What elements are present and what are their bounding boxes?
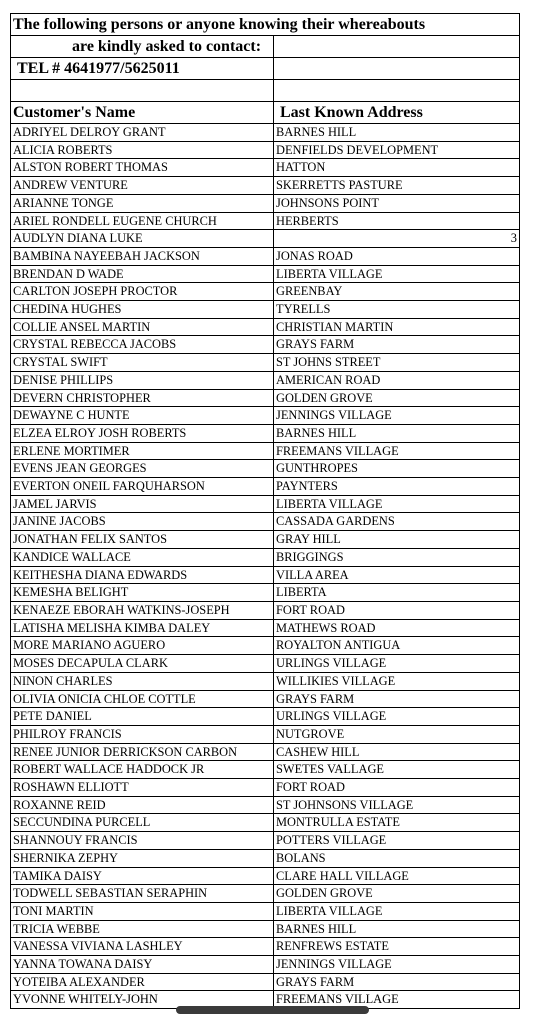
last-known-address-cell: HATTON (274, 159, 520, 177)
customer-name-cell: YANNA TOWANA DAISY (11, 956, 274, 974)
last-known-address-cell: CASSADA GARDENS (274, 513, 520, 531)
customer-name-cell: AUDLYN DIANA LUKE (11, 230, 274, 248)
table-row (11, 265, 520, 283)
customer-name-cell: RENEE JUNIOR DERRICKSON CARBON (11, 743, 274, 761)
customer-name-cell: JAMEL JARVIS (11, 495, 274, 513)
last-known-address-cell: LIBERTA VILLAGE (274, 265, 520, 283)
last-known-address-cell: 3 (274, 230, 520, 248)
last-known-address-cell: GOLDEN GROVE (274, 885, 520, 903)
table-row (11, 902, 520, 920)
customer-name-cell: DEWAYNE C HUNTE (11, 407, 274, 425)
table-row (11, 159, 520, 177)
notice-line-2: are kindly asked to contact: (11, 36, 274, 58)
table-row (11, 973, 520, 991)
last-known-address-cell: JOHNSONS POINT (274, 194, 520, 212)
last-known-address-cell: MATHEWS ROAD (274, 619, 520, 637)
customer-name-cell: MORE MARIANO AGUERO (11, 637, 274, 655)
table-row (11, 336, 520, 354)
last-known-address-cell: BARNES HILL (274, 124, 520, 142)
customer-name-cell: ALICIA ROBERTS (11, 141, 274, 159)
table-row (11, 690, 520, 708)
customer-name-cell: ERLENE MORTIMER (11, 442, 274, 460)
customer-name-cell: DEVERN CHRISTOPHER (11, 389, 274, 407)
last-known-address-cell: CLARE HALL VILLAGE (274, 867, 520, 885)
table-row (11, 389, 520, 407)
table-row (11, 584, 520, 602)
table-row (11, 672, 520, 690)
last-known-address-cell: LIBERTA (274, 584, 520, 602)
last-known-address-cell: ST JOHNS STREET (274, 354, 520, 372)
customer-name-cell: TRICIA WEBBE (11, 920, 274, 938)
table-row (11, 814, 520, 832)
last-known-address-cell: GRAYS FARM (274, 690, 520, 708)
customer-name-cell: EVERTON ONEIL FARQUHARSON (11, 478, 274, 496)
table-row (11, 407, 520, 425)
table-row (11, 318, 520, 336)
header-row-2 (11, 36, 520, 58)
table-row (11, 194, 520, 212)
last-known-address-cell: BOLANS (274, 849, 520, 867)
last-known-address-cell: DENFIELDS DEVELOPMENT (274, 141, 520, 159)
last-known-address-cell: URLINGS VILLAGE (274, 655, 520, 673)
last-known-address-cell: JONAS ROAD (274, 247, 520, 265)
last-known-address-cell: GRAYS FARM (274, 973, 520, 991)
customer-name-cell: ROSHAWN ELLIOTT (11, 779, 274, 797)
last-known-address-cell: JENNINGS VILLAGE (274, 956, 520, 974)
table-row (11, 885, 520, 903)
table-row (11, 566, 520, 584)
customer-name-cell: KEMESHA BELIGHT (11, 584, 274, 602)
last-known-address-cell: FORT ROAD (274, 779, 520, 797)
table-row (11, 920, 520, 938)
last-known-address-cell: GUNTHROPES (274, 460, 520, 478)
last-known-address-cell: AMERICAN ROAD (274, 371, 520, 389)
last-known-address-cell: FREEMANS VILLAGE (274, 442, 520, 460)
customer-name-cell: BAMBINA NAYEEBAH JACKSON (11, 247, 274, 265)
last-known-address-cell: SKERRETTS PASTURE (274, 177, 520, 195)
customer-name-cell: SECCUNDINA PURCELL (11, 814, 274, 832)
customer-name-cell: CARLTON JOSEPH PROCTOR (11, 283, 274, 301)
tel-row (11, 58, 520, 80)
customer-name-cell: SHANNOUY FRANCIS (11, 832, 274, 850)
table-row (11, 141, 520, 159)
table-row (11, 655, 520, 673)
customer-name-cell: ARIANNE TONGE (11, 194, 274, 212)
customer-name-cell: DENISE PHILLIPS (11, 371, 274, 389)
customer-name-cell: OLIVIA ONICIA CHLOE COTTLE (11, 690, 274, 708)
last-known-address-cell: LIBERTA VILLAGE (274, 902, 520, 920)
table-row (11, 531, 520, 549)
table-row (11, 460, 520, 478)
table-row (11, 796, 520, 814)
last-known-address-cell: ST JOHNSONS VILLAGE (274, 796, 520, 814)
table-row (11, 601, 520, 619)
last-known-address-cell: BARNES HILL (274, 920, 520, 938)
table-row (11, 371, 520, 389)
last-known-address-cell: GRAY HILL (274, 531, 520, 549)
customer-name-cell: NINON CHARLES (11, 672, 274, 690)
table-row (11, 478, 520, 496)
customer-name-cell: LATISHA MELISHA KIMBA DALEY (11, 619, 274, 637)
customer-name-cell: ALSTON ROBERT THOMAS (11, 159, 274, 177)
customer-name-cell: MOSES DECAPULA CLARK (11, 655, 274, 673)
last-known-address-cell: HERBERTS (274, 212, 520, 230)
customer-name-cell: VANESSA VIVIANA LASHLEY (11, 938, 274, 956)
table-row (11, 495, 520, 513)
table-row (11, 938, 520, 956)
blank-row (11, 80, 520, 102)
customer-name-cell: JANINE JACOBS (11, 513, 274, 531)
table-row (11, 247, 520, 265)
customer-name-cell: TAMIKA DAISY (11, 867, 274, 885)
table-row (11, 354, 520, 372)
last-known-address-cell: CASHEW HILL (274, 743, 520, 761)
last-known-address-cell: GOLDEN GROVE (274, 389, 520, 407)
customer-name-cell: ROBERT WALLACE HADDOCK JR (11, 761, 274, 779)
customer-name-cell: EVENS JEAN GEORGES (11, 460, 274, 478)
last-known-address-cell: MONTRULLA ESTATE (274, 814, 520, 832)
last-known-address-cell: VILLA AREA (274, 566, 520, 584)
last-known-address-cell: PAYNTERS (274, 478, 520, 496)
table-row (11, 230, 520, 248)
contact-telephone: TEL # 4641977/5625011 (11, 58, 274, 80)
last-known-address-cell: GREENBAY (274, 283, 520, 301)
table-row (11, 424, 520, 442)
horizontal-scrollbar[interactable] (176, 1006, 369, 1014)
last-known-address-cell: GRAYS FARM (274, 336, 520, 354)
blank-cell (11, 80, 274, 102)
customer-name-cell: KENAEZE EBORAH WATKINS-JOSEPH (11, 601, 274, 619)
column-header-row (11, 102, 520, 124)
customer-name-cell: KANDICE WALLACE (11, 548, 274, 566)
column-header-name: Customer's Name (11, 102, 274, 124)
table-row (11, 867, 520, 885)
customer-name-cell: CRYSTAL REBECCA JACOBS (11, 336, 274, 354)
table-row (11, 779, 520, 797)
table-row (11, 832, 520, 850)
customer-name-cell: COLLIE ANSEL MARTIN (11, 318, 274, 336)
customer-name-cell: SHERNIKA ZEPHY (11, 849, 274, 867)
customer-name-cell: JONATHAN FELIX SANTOS (11, 531, 274, 549)
last-known-address-cell: BARNES HILL (274, 424, 520, 442)
table-row (11, 283, 520, 301)
customer-name-cell: TODWELL SEBASTIAN SERAPHIN (11, 885, 274, 903)
blank-cell (274, 80, 520, 102)
column-header-address: Last Known Address (274, 102, 520, 124)
table-row (11, 212, 520, 230)
last-known-address-cell: SWETES VALLAGE (274, 761, 520, 779)
customer-name-cell: YVONNE WHITELY-JOHN (11, 991, 274, 1009)
header-empty-cell (274, 36, 520, 58)
customer-name-cell: ELZEA ELROY JOSH ROBERTS (11, 424, 274, 442)
customer-name-cell: ANDREW VENTURE (11, 177, 274, 195)
notice-line-1: The following persons or anyone knowing their whereabouts (11, 14, 274, 36)
last-known-address-cell: POTTERS VILLAGE (274, 832, 520, 850)
notice-table (10, 13, 520, 1009)
last-known-address-cell: FORT ROAD (274, 601, 520, 619)
table-row (11, 442, 520, 460)
table-row (11, 513, 520, 531)
header-row-1 (11, 14, 520, 36)
table-row (11, 725, 520, 743)
last-known-address-cell: NUTGROVE (274, 725, 520, 743)
table-row (11, 761, 520, 779)
customer-name-cell: CRYSTAL SWIFT (11, 354, 274, 372)
customer-name-cell: PETE DANIEL (11, 708, 274, 726)
last-known-address-cell: CHRISTIAN MARTIN (274, 318, 520, 336)
last-known-address-cell: WILLIKIES VILLAGE (274, 672, 520, 690)
table-row (11, 637, 520, 655)
table-row (11, 548, 520, 566)
table-row (11, 124, 520, 142)
customer-name-cell: KEITHESHA DIANA EDWARDS (11, 566, 274, 584)
table-row (11, 708, 520, 726)
table-row (11, 177, 520, 195)
table-row (11, 743, 520, 761)
last-known-address-cell: TYRELLS (274, 301, 520, 319)
table-row (11, 849, 520, 867)
last-known-address-cell: FREEMANS VILLAGE (274, 991, 520, 1009)
table-row (11, 301, 520, 319)
customer-name-cell: ROXANNE REID (11, 796, 274, 814)
customer-name-cell: BRENDAN D WADE (11, 265, 274, 283)
last-known-address-cell: BRIGGINGS (274, 548, 520, 566)
notice-sheet (10, 13, 519, 1009)
last-known-address-cell: LIBERTA VILLAGE (274, 495, 520, 513)
customer-name-cell: YOTEIBA ALEXANDER (11, 973, 274, 991)
table-row (11, 956, 520, 974)
customer-name-cell: CHEDINA HUGHES (11, 301, 274, 319)
customer-name-cell: TONI MARTIN (11, 902, 274, 920)
customer-name-cell: ADRIYEL DELROY GRANT (11, 124, 274, 142)
customer-name-cell: ARIEL RONDELL EUGENE CHURCH (11, 212, 274, 230)
last-known-address-cell: URLINGS VILLAGE (274, 708, 520, 726)
last-known-address-cell: RENFREWS ESTATE (274, 938, 520, 956)
header-empty-cell (274, 58, 520, 80)
customer-name-cell: PHILROY FRANCIS (11, 725, 274, 743)
table-row (11, 619, 520, 637)
last-known-address-cell: JENNINGS VILLAGE (274, 407, 520, 425)
last-known-address-cell: ROYALTON ANTIGUA (274, 637, 520, 655)
